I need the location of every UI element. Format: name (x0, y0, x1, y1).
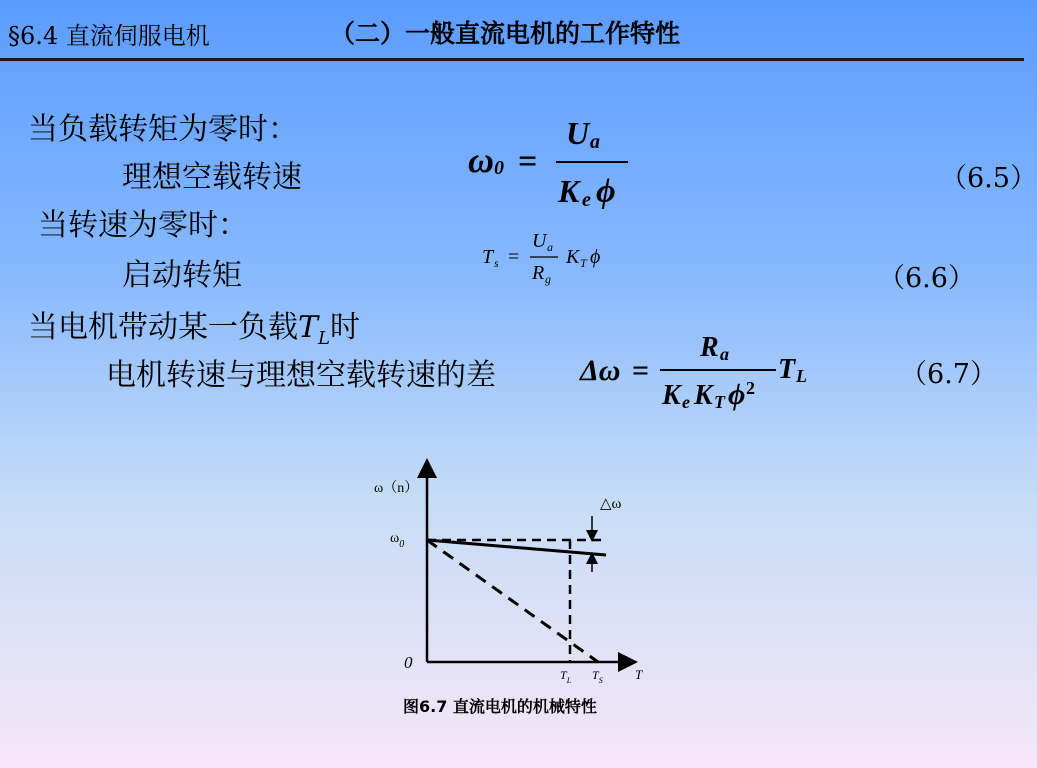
tl-tick-label (560, 668, 572, 685)
svg-text:ω: ω (468, 140, 495, 180)
load-condition-suffix: 时 (329, 310, 360, 345)
svg-text:a: a (547, 240, 553, 254)
svg-text:ϕ: ϕ (596, 173, 616, 210)
header-divider (0, 58, 1024, 61)
formula-starting-torque (480, 225, 630, 295)
slide-title: （二）一般直流电机的工作特性 (330, 19, 681, 48)
svg-text:ϕ: ϕ (728, 378, 746, 411)
figure-caption: 图6.7 直流电机的机械特性 (403, 697, 597, 716)
load-torque-symbol: T (298, 310, 319, 345)
ts-subscript: S (598, 676, 603, 685)
equation-number-6-5: （6.5） (940, 163, 1037, 194)
svg-text:T: T (778, 354, 796, 385)
ideal-dashed-line (427, 540, 598, 662)
delta-omega-label: △ω (600, 496, 622, 512)
svg-text:e: e (582, 189, 591, 211)
no-load-condition-text: 当负载转矩为零时： (28, 112, 298, 147)
origin-label: 0 (404, 653, 413, 672)
x-axis-label: T (635, 667, 643, 682)
load-torque-subscript: L (318, 328, 330, 349)
ts-symbol: T (592, 668, 599, 682)
load-condition-prefix: 当电机带动某一负载 (28, 310, 298, 345)
omega0-symbol: ω (390, 531, 400, 546)
equation-number-6-6: （6.6） (878, 263, 975, 294)
svg-text:a: a (590, 131, 600, 153)
ts-tick-label (592, 668, 603, 685)
svg-text:T: T (714, 392, 725, 412)
svg-text:e: e (682, 392, 690, 412)
ideal-no-load-speed-text: 理想空载转速 (122, 160, 302, 195)
svg-text:ϕ: ϕ (590, 246, 601, 268)
svg-text:2: 2 (746, 378, 755, 398)
svg-text:R: R (700, 332, 719, 363)
svg-text:T: T (482, 246, 494, 268)
svg-text:=: = (508, 246, 520, 268)
tl-subscript: L (566, 676, 572, 685)
formula-speed-difference (578, 330, 828, 415)
speed-difference-text: 电机转速与理想空载转速的差 (106, 358, 496, 393)
svg-text:R: R (532, 262, 545, 284)
starting-torque-text: 启动转矩 (122, 258, 242, 293)
svg-text:L: L (796, 366, 807, 386)
svg-text:K: K (662, 380, 681, 411)
svg-text:a: a (720, 344, 729, 364)
load-condition-text (28, 302, 360, 349)
svg-text:U: U (566, 115, 590, 151)
svg-text:=: = (632, 354, 650, 387)
section-title: §6.4 直流伺服电机 (8, 22, 210, 50)
svg-text:K: K (558, 173, 580, 209)
zero-speed-condition-text: 当转速为零时： (38, 208, 248, 243)
tl-symbol: T (560, 668, 567, 682)
y-axis-label: ω（n） (374, 481, 419, 496)
svg-text:K: K (694, 380, 713, 411)
mechanical-characteristic-diagram (360, 460, 660, 695)
svg-text:g: g (545, 272, 551, 286)
svg-text:0: 0 (494, 157, 504, 179)
svg-text:U: U (532, 230, 547, 252)
characteristic-line (427, 540, 606, 555)
svg-text:s: s (494, 256, 499, 270)
svg-text:T: T (580, 256, 587, 270)
formula-ideal-no-load-speed (462, 110, 642, 220)
svg-text:=: = (518, 143, 538, 180)
equation-number-6-7: （6.7） (900, 359, 997, 390)
svg-text:Δω: Δω (580, 354, 621, 387)
svg-text:K: K (566, 246, 580, 268)
omega0-label (390, 531, 404, 550)
omega0-subscript: 0 (399, 539, 405, 550)
